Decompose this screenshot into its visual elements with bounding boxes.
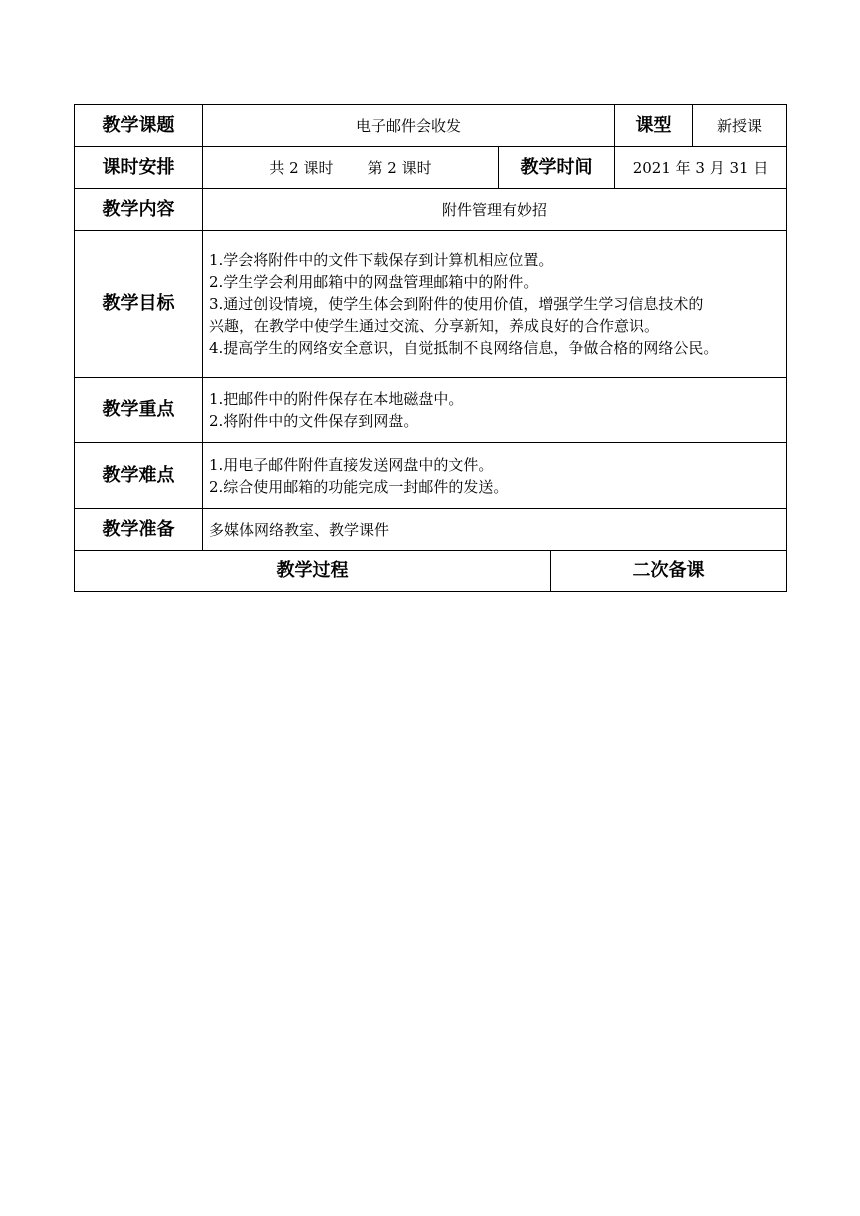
lesson-type-label: 课型: [615, 105, 693, 147]
total-periods: 共 2 课时: [269, 158, 334, 177]
topic-label: 教学课题: [75, 105, 203, 147]
goals-content: [203, 231, 787, 378]
goal-line: 3.通过创设情境，使学生体会到附件的使用价值，增强学生学习信息技术的: [209, 295, 704, 313]
schedule-label: 课时安排: [75, 147, 203, 189]
lesson-plan-table: [74, 104, 787, 592]
preparation-value: 多媒体网络教室、教学课件: [203, 509, 787, 551]
row-topic: [75, 105, 787, 147]
difficulties-label: 教学难点: [75, 443, 203, 509]
preparation-label: 教学准备: [75, 509, 203, 551]
teaching-time-label: 教学时间: [499, 147, 615, 189]
row-preparation: [75, 509, 787, 551]
row-difficulties: [75, 443, 787, 509]
content-label: 教学内容: [75, 189, 203, 231]
goal-line: 2.学生学会利用邮箱中的网盘管理邮箱中的附件。: [209, 273, 539, 291]
row-schedule: [75, 147, 787, 189]
keypoint-line: 1.把邮件中的附件保存在本地磁盘中。: [209, 390, 464, 408]
keypoints-content: [203, 378, 787, 443]
goals-label: 教学目标: [75, 231, 203, 378]
content-value: 附件管理有妙招: [203, 189, 787, 231]
current-period: 第 2 课时: [367, 158, 432, 177]
difficulty-line: 1.用电子邮件附件直接发送网盘中的文件。: [209, 455, 494, 474]
keypoints-label: 教学重点: [75, 378, 203, 443]
lesson-type-value: 新授课: [693, 105, 787, 147]
second-preparation-header: 二次备课: [551, 551, 787, 592]
goal-line: 兴趣，在教学中使学生通过交流、分享新知，养成良好的合作意识。: [209, 317, 660, 335]
schedule-value: [203, 147, 499, 189]
teaching-time-value: 2021 年 3 月 31 日: [615, 147, 787, 189]
row-keypoints: [75, 378, 787, 443]
row-content: [75, 189, 787, 231]
row-goals: [75, 231, 787, 378]
goal-line: 1.学会将附件中的文件下载保存到计算机相应位置。: [209, 251, 554, 269]
teaching-process-header: 教学过程: [75, 551, 551, 592]
row-footer: [75, 551, 787, 592]
difficulty-line: 2.综合使用邮箱的功能完成一封邮件的发送。: [209, 477, 509, 496]
keypoint-line: 2.将附件中的文件保存到网盘。: [209, 412, 419, 430]
topic-value: 电子邮件会收发: [203, 105, 615, 147]
difficulties-content: [203, 443, 787, 509]
goal-line: 4.提高学生的网络安全意识，自觉抵制不良网络信息，争做合格的网络公民。: [209, 339, 719, 357]
